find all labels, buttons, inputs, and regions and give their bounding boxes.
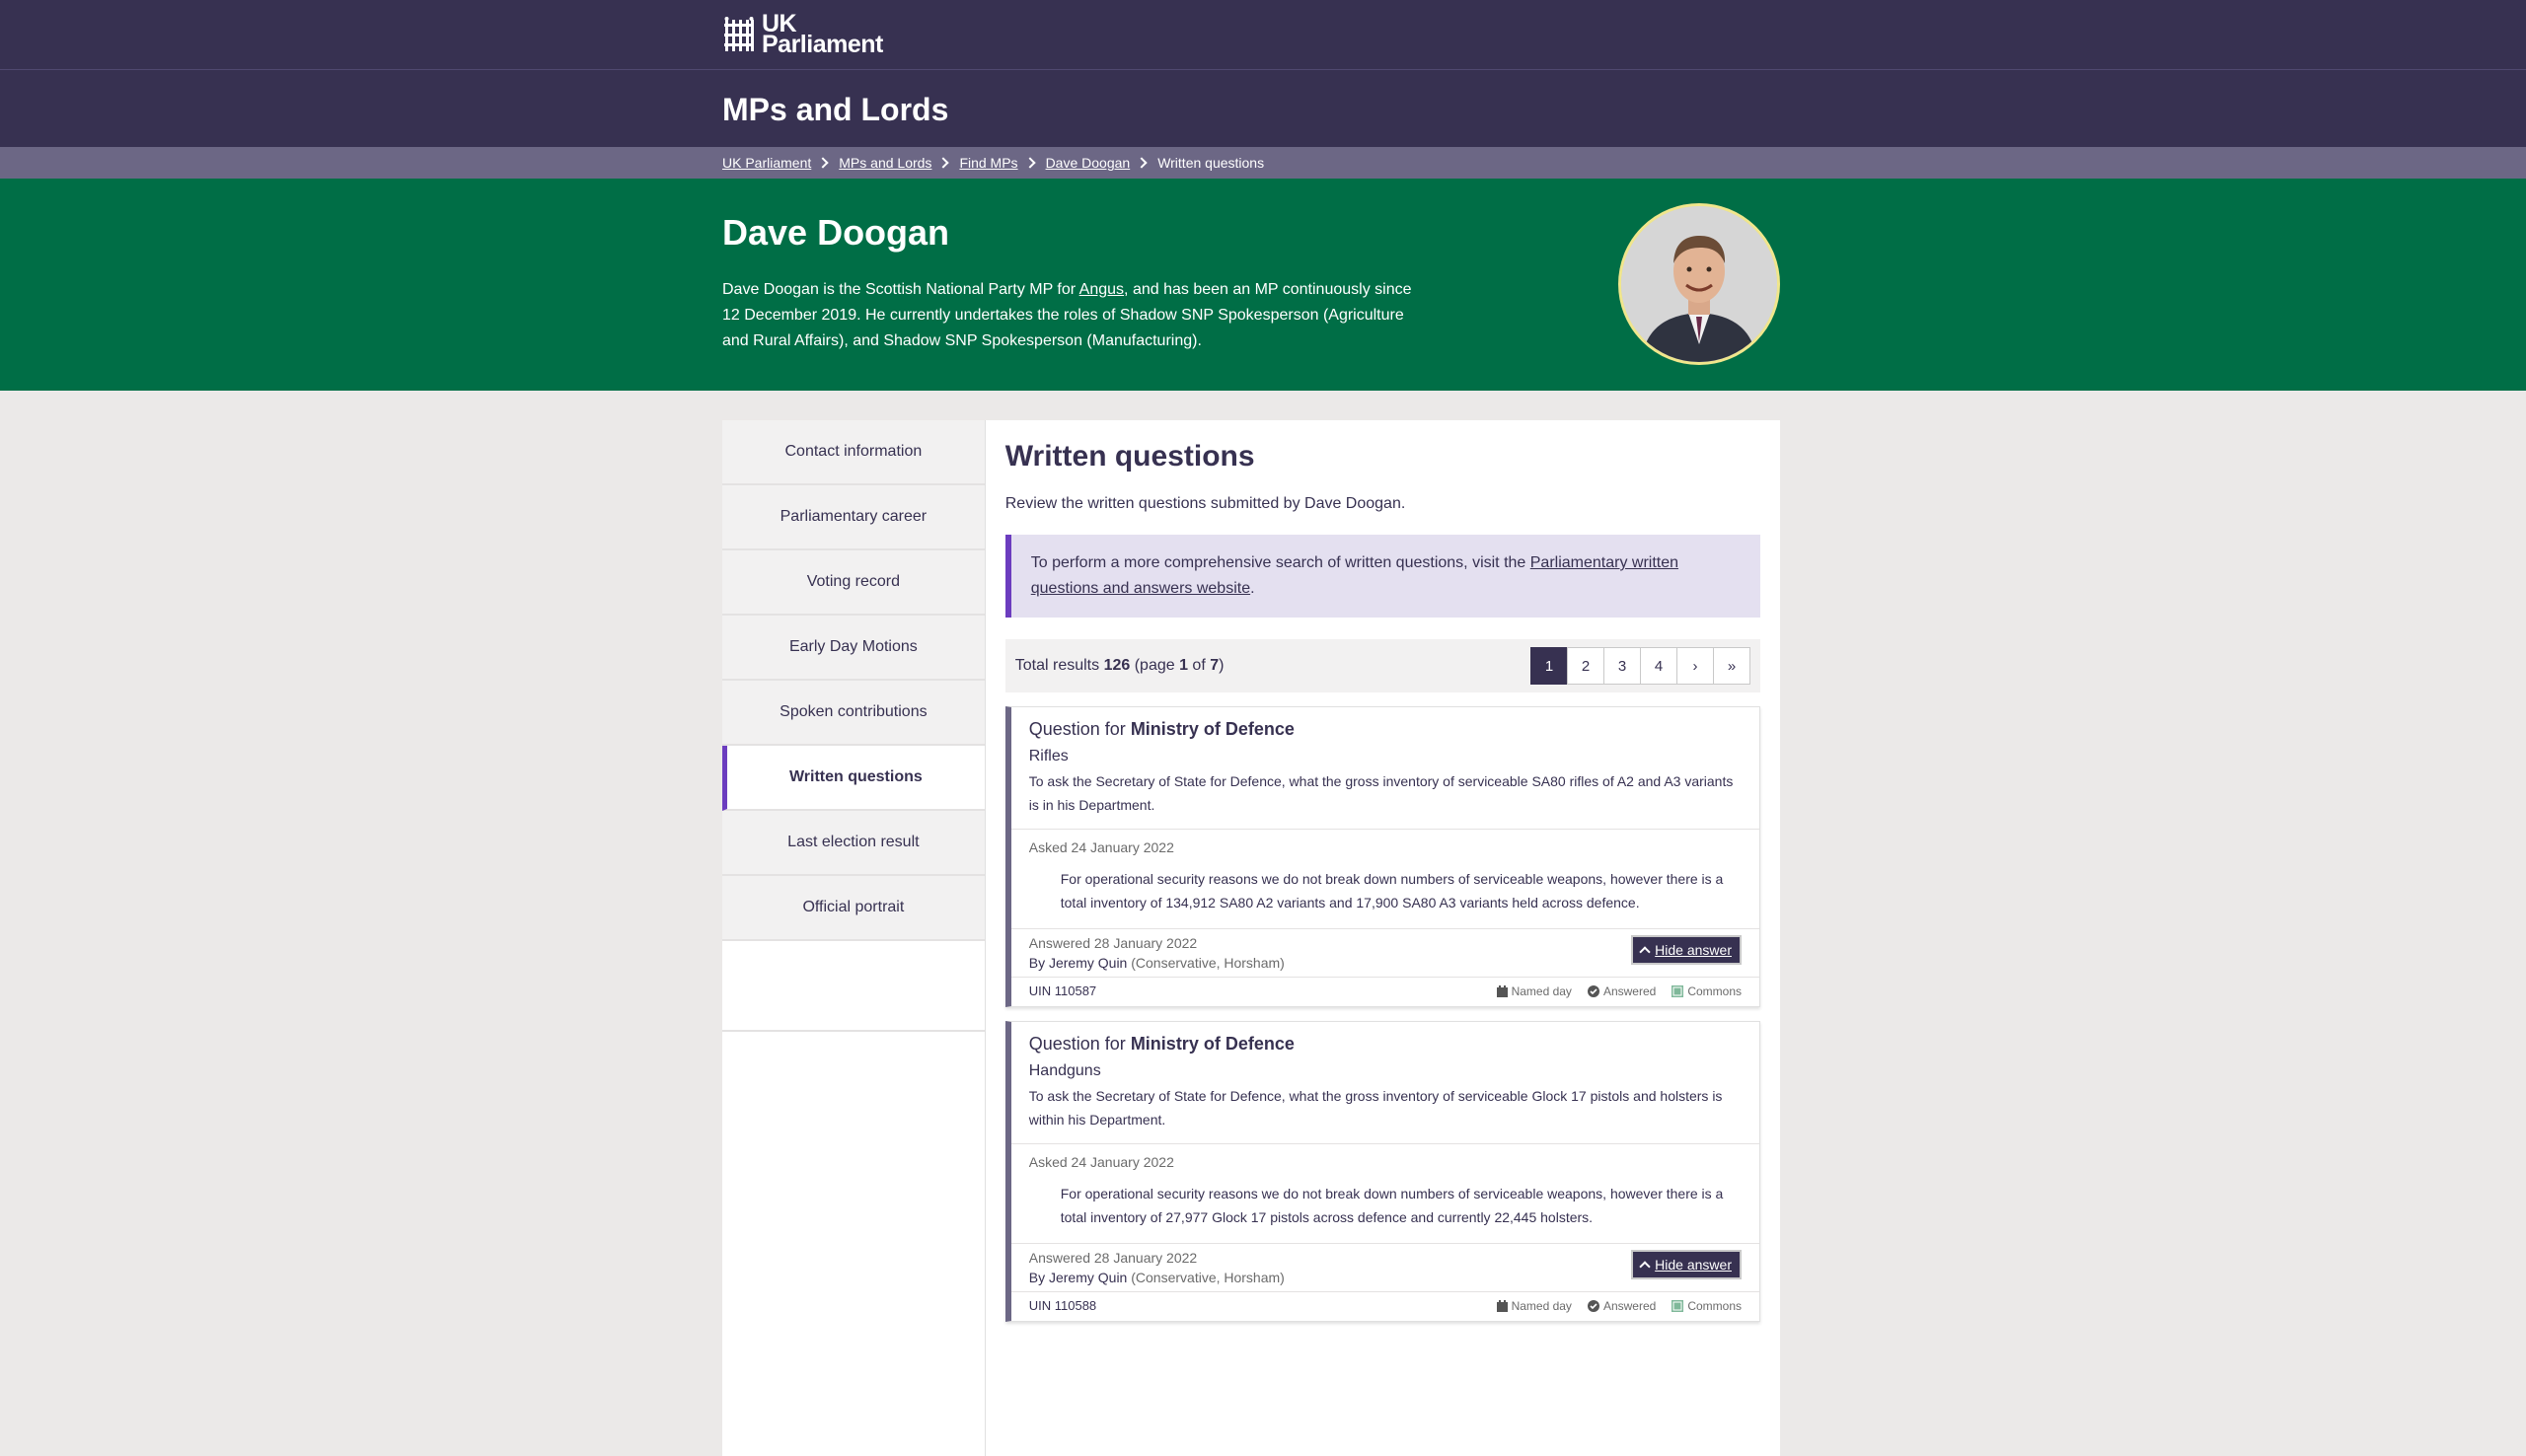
asked-date: Asked 24 January 2022 (1028, 839, 1174, 855)
breadcrumb-current: Written questions (1157, 155, 1265, 171)
answered-by (1029, 1270, 1285, 1285)
department-name: Ministry of Defence (1130, 719, 1295, 739)
chevron-right-icon (1137, 157, 1148, 168)
page-3-button[interactable]: 3 (1603, 647, 1641, 685)
notice-text-end: . (1250, 580, 1255, 597)
breadcrumb (0, 147, 2526, 179)
calendar-icon (1497, 1300, 1508, 1312)
hide-answer-label: Hide answer (1655, 1257, 1732, 1273)
section-title[interactable]: MPs and Lords (722, 92, 949, 127)
question-topic: Handguns (1028, 1062, 1101, 1079)
tag-answered (1588, 984, 1656, 998)
results-bar (1005, 639, 1760, 692)
chevron-right-icon (1024, 157, 1035, 168)
page-1-button[interactable]: 1 (1530, 647, 1568, 685)
sidebar-item-voting-record[interactable]: Voting record (722, 550, 985, 616)
logo-line-1: UK (762, 10, 797, 37)
check-circle-icon (1588, 1300, 1599, 1312)
question-uin: UIN 110587 (1028, 983, 1097, 998)
page-4-button[interactable]: 4 (1640, 647, 1677, 685)
minister-name: Jeremy Quin (1048, 1270, 1128, 1285)
sidebar-item-parliamentary-career[interactable]: Parliamentary career (722, 485, 985, 550)
page-2-button[interactable]: 2 (1567, 647, 1604, 685)
tag-named-day (1497, 1299, 1572, 1313)
chevron-right-icon (938, 157, 949, 168)
tag-label: Commons (1687, 1298, 1742, 1313)
commons-icon (1672, 985, 1683, 997)
question-text: To ask the Secretary of State for Defence, what the gross inventory of serviceable SA80 rifles of A2 and A3 variants is in his Department. (1028, 773, 1734, 813)
minister-name: Jeremy Quin (1048, 955, 1128, 971)
pagination (1531, 647, 1750, 685)
department-name: Ministry of Defence (1130, 1034, 1295, 1054)
chevron-right-icon (818, 157, 829, 168)
breadcrumb-find-mps[interactable]: Find MPs (959, 155, 1018, 171)
member-name: Dave Doogan (722, 212, 950, 253)
results-page-prefix: (page (1130, 657, 1180, 674)
member-portrait (1618, 203, 1780, 365)
question-uin: UIN 110588 (1028, 1298, 1097, 1313)
hide-answer-label: Hide answer (1655, 942, 1732, 958)
tag-label: Named day (1511, 983, 1572, 998)
commons-icon (1672, 1300, 1683, 1312)
sidebar-item-written-questions[interactable]: Written questions (722, 746, 985, 811)
tag-label: Commons (1687, 983, 1742, 998)
check-circle-icon (1588, 985, 1599, 997)
question-text: To ask the Secretary of State for Defence, what the gross inventory of serviceable Glock 17 pistols and holsters is within his Department. (1028, 1088, 1723, 1128)
tag-label: Answered (1602, 983, 1657, 998)
constituency-link[interactable]: Angus (1078, 281, 1125, 298)
intro-text: Review the written questions submitted by Dave Doogan. (1004, 495, 1406, 512)
sidebar-spacer (722, 941, 985, 1032)
tag-named-day (1497, 984, 1572, 998)
answer-text: For operational security reasons we do not break down numbers of serviceable weapons, however there is a total inventory of 27,977 Glock 17 pistols across defence and currently 22,445 holsters. (1060, 1186, 1724, 1225)
tag-answered (1588, 1299, 1656, 1313)
by-prefix: By (1028, 1270, 1049, 1285)
answered-date: Answered 28 January 2022 (1028, 935, 1198, 951)
next-page-button[interactable]: › (1676, 647, 1714, 685)
question-card (1005, 706, 1760, 1007)
info-notice (1005, 535, 1760, 618)
asked-date: Asked 24 January 2022 (1028, 1154, 1174, 1170)
chevron-up-icon (1640, 946, 1651, 957)
question-for-label: Question for (1028, 719, 1131, 739)
results-pages: 7 (1210, 657, 1220, 674)
last-page-button[interactable]: » (1713, 647, 1750, 685)
minister-party: (Conservative, Horsham) (1127, 955, 1285, 971)
written-questions-panel (986, 420, 1780, 1456)
answered-date: Answered 28 January 2022 (1028, 1250, 1198, 1266)
chevron-up-icon (1640, 1261, 1651, 1272)
portcullis-icon (722, 16, 756, 53)
question-department (1029, 1034, 1742, 1055)
notice-text-start: To perform a more comprehensive search of written questions, visit the (1030, 554, 1530, 571)
portrait-image (1621, 206, 1777, 362)
breadcrumb-mps-and-lords[interactable]: MPs and Lords (839, 155, 932, 171)
sidebar-item-contact-information[interactable]: Contact information (722, 420, 985, 485)
minister-party: (Conservative, Horsham) (1127, 1270, 1285, 1285)
sidebar-item-early-day-motions[interactable]: Early Day Motions (722, 616, 985, 681)
calendar-icon (1497, 985, 1508, 997)
question-department (1029, 719, 1742, 740)
answered-by (1029, 955, 1285, 971)
member-hero (0, 179, 2526, 391)
section-header (0, 70, 2526, 147)
page-title: Written questions (1004, 440, 1255, 473)
results-prefix: Total results (1014, 657, 1104, 674)
logo-line-2: Parliament (762, 31, 883, 58)
results-of: of (1187, 657, 1211, 674)
results-page: 1 (1179, 657, 1188, 674)
written-questions-site-link[interactable]: Parliamentary written questions and answers website (1030, 554, 1679, 597)
member-bio (722, 277, 1413, 354)
results-summary (1015, 657, 1225, 675)
sidebar-item-last-election-result[interactable]: Last election result (722, 811, 985, 876)
by-prefix: By (1028, 955, 1049, 971)
tag-label: Answered (1602, 1298, 1657, 1313)
top-bar (0, 0, 2526, 70)
question-topic: Rifles (1028, 748, 1069, 764)
question-for-label: Question for (1028, 1034, 1131, 1054)
question-card (1005, 1021, 1760, 1322)
breadcrumb-dave-doogan[interactable]: Dave Doogan (1045, 155, 1131, 171)
uk-parliament-logo[interactable] (722, 0, 1780, 69)
breadcrumb-uk-parliament[interactable]: UK Parliament (722, 155, 812, 171)
bio-text-start: Dave Doogan is the Scottish National Party MP for (722, 281, 1079, 298)
member-sidebar-nav (722, 420, 986, 1456)
tag-commons (1672, 1299, 1742, 1313)
results-total: 126 (1103, 657, 1131, 674)
hide-answer-button[interactable] (1631, 1250, 1742, 1279)
answer-text: For operational security reasons we do not break down numbers of serviceable weapons, however there is a total inventory of 134,912 SA80 A2 variants and 17,900 SA80 A3 variants held across defence. (1060, 871, 1724, 910)
sidebar-item-official-portrait[interactable]: Official portrait (722, 876, 985, 941)
results-suffix: ) (1219, 657, 1225, 674)
tag-commons (1672, 984, 1742, 998)
bio-text-end: , and has been an MP continuously since 12 December 2019. He currently undertakes the roles of Shadow SNP Spokesperson (Agriculture and Rural Affairs), and Shadow SNP Spokesperson (Manufacturing). (722, 281, 1412, 349)
hide-answer-button[interactable] (1631, 935, 1742, 965)
sidebar-item-spoken-contributions[interactable]: Spoken contributions (722, 681, 985, 746)
tag-label: Named day (1511, 1298, 1572, 1313)
